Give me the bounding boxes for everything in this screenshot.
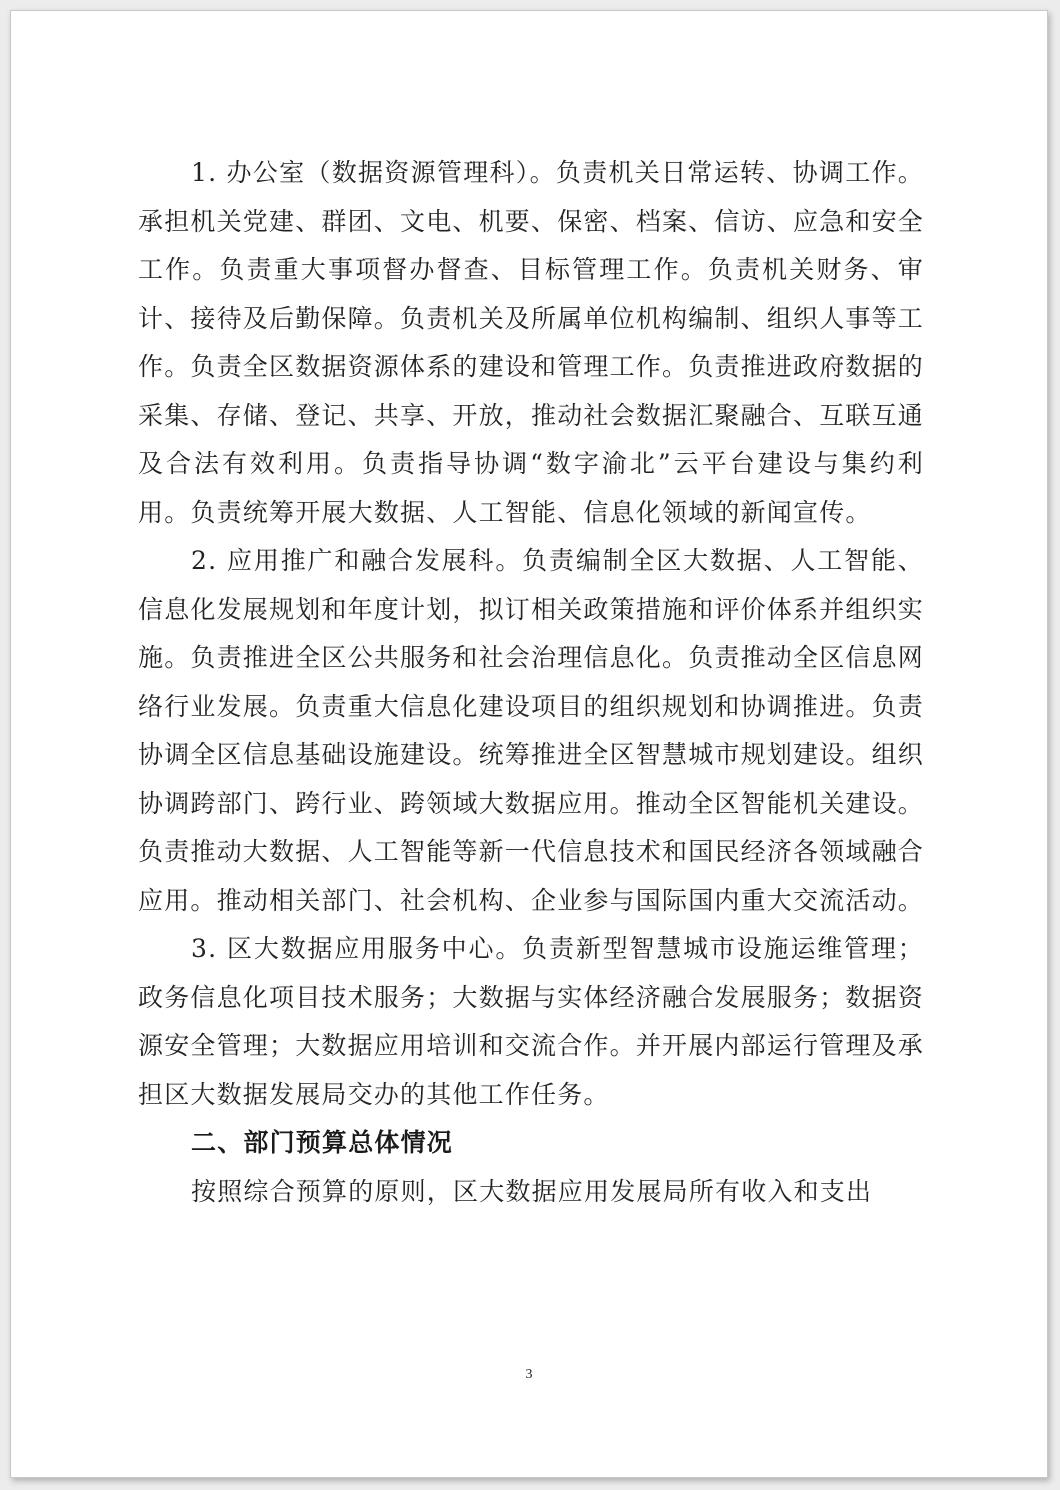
paragraph-application-promotion: 2. 应用推广和融合发展科。负责编制全区大数据、人工智能、信息化发展规划和年度计划，拟订相关政策措施和评价体系并组织实施。负责推进全区公共服务和社会治理信息化。负责推动全区信息网络行业发展。负责重大信息化建设项目的组织规划和协调推进。负责协调全区信息基础设施建设。统筹推进全区智慧城市规划建设。组织协调跨部门、跨行业、跨领域大数据应用。推动全区智能机关建设。负责推动大数据、人工智能等新一代信息技术和国民经济各领域融合应用。推动相关部门、社会机构、企业参与国际国内重大交流活动。 xyxy=(138,546,925,915)
section-heading: 二、部门预算总体情况 xyxy=(191,1128,454,1157)
document-page xyxy=(10,10,1048,1478)
paragraph-budget-intro: 按照综合预算的原则，区大数据应用发展局所有收入和支出 xyxy=(191,1176,873,1206)
paragraph-big-data-center: 3. 区大数据应用服务中心。负责新型智慧城市设施运维管理；政务信息化项目技术服务；大数据与实体经济融合发展服务；数据资源安全管理；大数据应用培训和交流合作。并开展内部运行管理及承担区大数据发展局交办的其他工作任务。 xyxy=(138,934,925,1109)
page-number: 3 xyxy=(525,1367,533,1382)
page-body xyxy=(138,149,924,1216)
paragraph-office: 1. 办公室（数据资源管理科）。负责机关日常运转、协调工作。承担机关党建、群团、文电、机要、保密、档案、信访、应急和安全工作。负责重大事项督办督查、目标管理工作。负责机关财务、审计、接待及后勤保障。负责机关及所属单位机构编制、组织人事等工作。负责全区数据资源体系的建设和管理工作。负责推进政府数据的采集、存储、登记、共享、开放，推动社会数据汇聚融合、互联互通及合法有效利用。负责指导协调“数字渝北”云平台建设与集约利用。负责统筹开展大数据、人工智能、信息化领域的新闻宣传。 xyxy=(138,158,925,527)
